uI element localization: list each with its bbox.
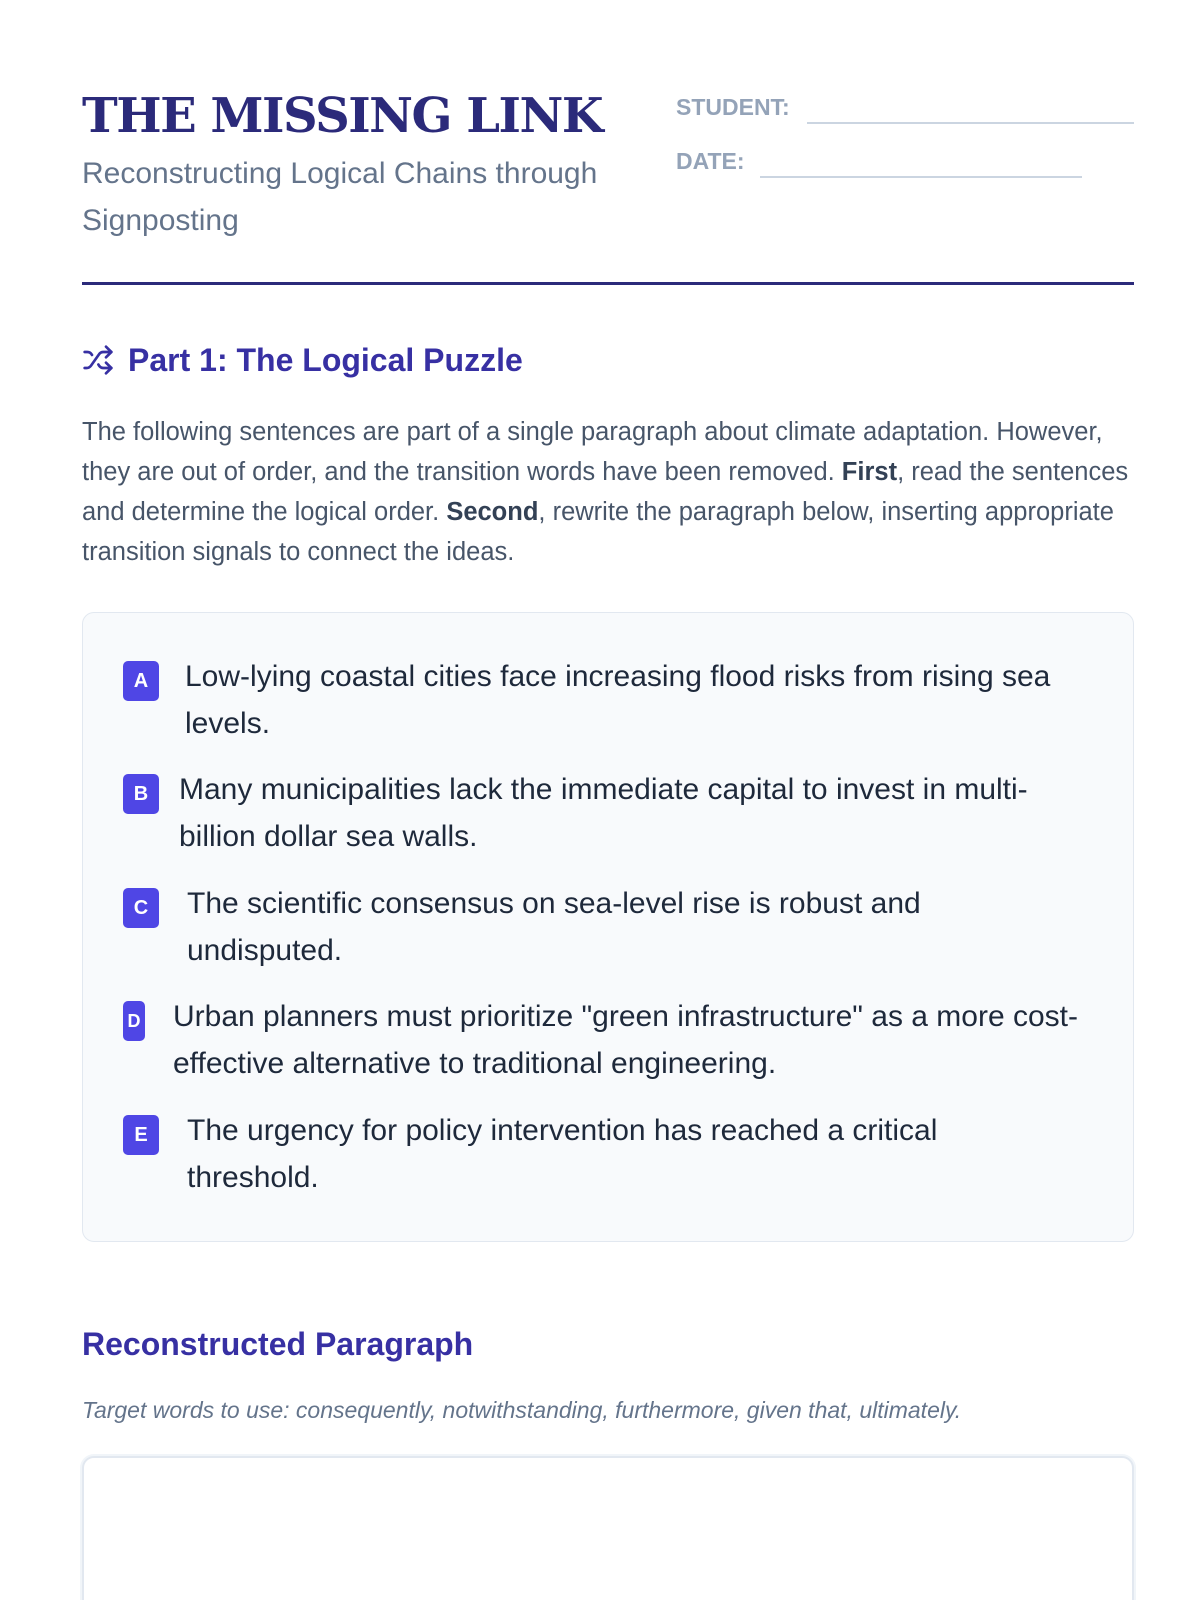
sentence-text-c: The scientific consensus on sea-level rise is robust and undisputed.: [187, 887, 921, 967]
target-words-hint: Target words to use: consequently, notwithstanding, furthermore, given that, ultimately.: [82, 1397, 962, 1423]
instructions-emphasis-second: Second: [446, 498, 539, 526]
instructions-text: The following sentences are part of a single paragraph about climate adaptation. However, they are out of order, and the transition words have been removed.: [82, 418, 1103, 486]
part1-heading-text: Part 1: The Logical Puzzle: [128, 341, 523, 378]
worksheet-header: [82, 80, 1134, 285]
student-field[interactable]: [676, 88, 1134, 124]
sentence-badge-e: E: [123, 1115, 159, 1155]
sentence-badge-a: A: [123, 661, 159, 701]
date-label: DATE:: [676, 148, 745, 174]
instructions-text: , rewrite the paragraph below, inserting appropriate transition signals to connect the ideas.: [82, 498, 1114, 566]
page-subtitle: Reconstructing Logical Chains through Signposting: [82, 157, 598, 237]
sentence-text-b: Many municipalities lack the immediate capital to invest in multi-billion dollar sea walls.: [179, 773, 1028, 853]
sentence-badge-d: D: [123, 1001, 145, 1041]
page-title: THE MISSING LINK: [82, 88, 603, 144]
sentence-text-a: Low-lying coastal cities face increasing flood risks from rising sea levels.: [185, 660, 1051, 740]
instructions-emphasis-first: First: [841, 458, 898, 486]
instructions-text: , read the sentences and determine the logical order.: [82, 458, 1129, 526]
worksheet-page: [82, 0, 1134, 1600]
sentence-text-e: The urgency for policy intervention has reached a critical threshold.: [187, 1114, 938, 1194]
part1-instructions: [82, 412, 1142, 572]
part1-heading: [82, 340, 523, 380]
sentence-card: [82, 612, 1134, 1242]
date-field[interactable]: [676, 142, 1082, 178]
shuffle-icon: [82, 344, 114, 376]
reconstructed-paragraph-input[interactable]: [82, 1456, 1134, 1600]
reconstructed-heading: Reconstructed Paragraph: [82, 1326, 474, 1362]
student-label: STUDENT:: [676, 94, 790, 120]
sentence-badge-b: B: [123, 774, 159, 814]
date-line[interactable]: [760, 176, 1082, 178]
student-name-line[interactable]: [807, 122, 1134, 124]
sentence-text-d: Urban planners must prioritize "green infrastructure" as a more cost-effective alternative to traditional engineering.: [173, 1000, 1078, 1080]
sentence-badge-c: C: [123, 888, 159, 928]
